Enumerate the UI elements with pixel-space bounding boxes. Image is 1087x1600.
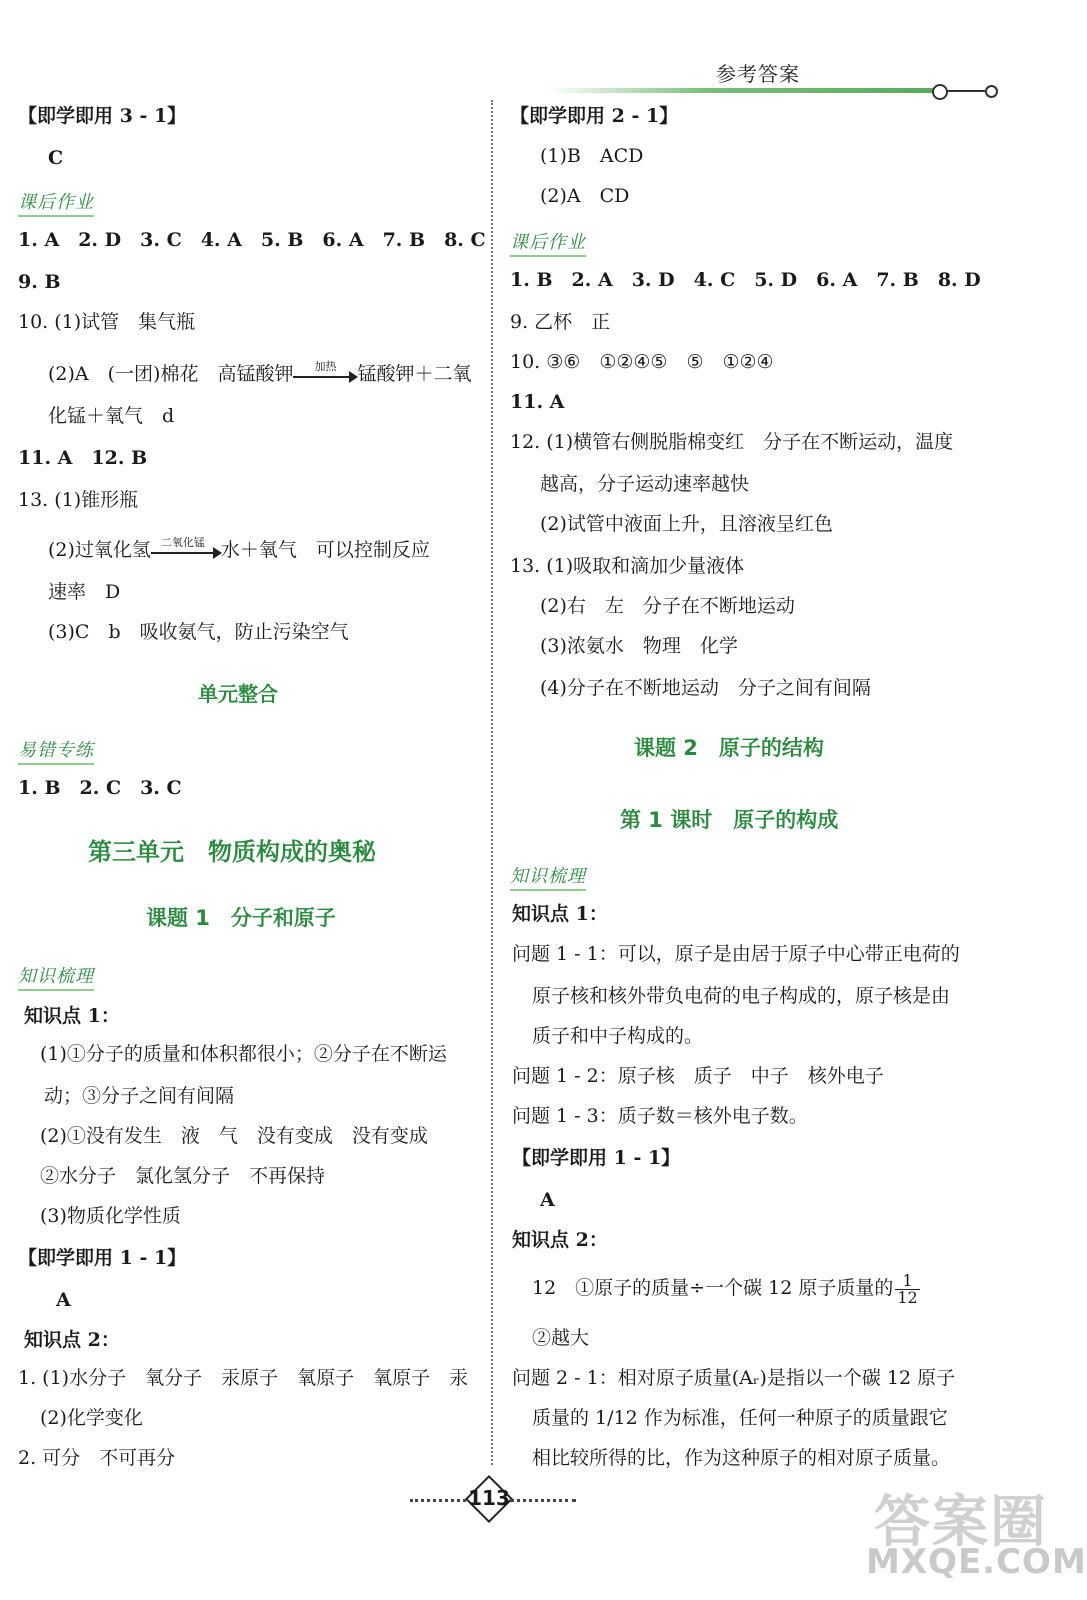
lesson-title: 课题 2 原子的结构 bbox=[634, 736, 824, 760]
answer-line: 1. (1)水分子 氧分子 汞原子 氧原子 氧原子 汞 bbox=[18, 1367, 469, 1389]
unit-summary-title: 单元整合 bbox=[198, 682, 278, 706]
answer-line: 动；③分子之间有间隔 bbox=[44, 1085, 235, 1107]
answer-line: 11. A bbox=[510, 391, 565, 413]
header-green-bar bbox=[548, 88, 938, 93]
answer-line: (4)分子在不断地运动 分子之间有间隔 bbox=[540, 677, 871, 699]
answer-line: 2. 可分 不可再分 bbox=[18, 1447, 176, 1469]
page-number bbox=[410, 1478, 580, 1522]
page-number-dots-left bbox=[410, 1499, 466, 1502]
watermark-url: MXQE.COM bbox=[866, 1542, 1087, 1582]
equation-line bbox=[48, 362, 471, 386]
answer-line: (2)A CD bbox=[540, 185, 630, 207]
answer-line: (2)右 左 分子在不断地运动 bbox=[540, 595, 795, 617]
answer-line: 问题 2 - 1：相对原子质量(Aᵣ)是指以一个碳 12 原子 bbox=[512, 1367, 956, 1389]
answer-line: 原子核和核外带负电荷的电子构成的，原子核是由 bbox=[532, 985, 951, 1007]
header-small-ring-icon bbox=[985, 85, 998, 98]
knowledge-point-label: 知识点 1： bbox=[512, 903, 608, 925]
page-number-dots-right bbox=[510, 1499, 576, 1502]
answer-line: (3)C b 吸收氨气，防止污染空气 bbox=[48, 621, 349, 643]
arrow-condition: 二氧化锰 bbox=[160, 536, 205, 549]
practice-label: 【即学即用 3 - 1】 bbox=[18, 105, 187, 127]
answer-line-fraction bbox=[532, 1270, 920, 1306]
answer-line: 13. (1)吸取和滴加少量液体 bbox=[510, 555, 745, 577]
arrow-condition: 加热 bbox=[314, 360, 337, 373]
reaction-arrow-icon bbox=[293, 360, 357, 385]
section-heading-homework: 课后作业 bbox=[18, 188, 94, 217]
knowledge-point-label: 知识点 2： bbox=[24, 1329, 120, 1351]
answer-line: 问题 1 - 2：原子核 质子 中子 核外电子 bbox=[512, 1065, 884, 1087]
answer-line: (2)①没有发生 液 气 没有变成 没有变成 bbox=[40, 1125, 428, 1147]
unit-title: 第三单元 物质构成的奥秘 bbox=[88, 838, 376, 866]
answer-line: 质量的 1/12 作为标准，任何一种原子的质量跟它 bbox=[532, 1407, 948, 1429]
answer-line: 问题 1 - 3：质子数＝核外电子数。 bbox=[512, 1105, 808, 1127]
answer-line: 9. B bbox=[18, 271, 61, 293]
answer-line: 1. B 2. A 3. D 4. C 5. D 6. A 7. B 8. D bbox=[510, 269, 981, 291]
answer-line: 10. ③⑥ ①②④⑤ ⑤ ①②④ bbox=[510, 351, 774, 373]
watermark-logo: 答案圈 bbox=[874, 1490, 1048, 1555]
practice-label: 【即学即用 1 - 1】 bbox=[18, 1247, 187, 1269]
answer-line: 1. A 2. D 3. C 4. A 5. B 6. A 7. B 8. C bbox=[18, 229, 486, 251]
fraction bbox=[895, 1270, 919, 1307]
answer-line: 质子和中子构成的。 bbox=[532, 1025, 704, 1047]
answer-line: C bbox=[48, 147, 64, 169]
page-number-text: 113 bbox=[468, 1486, 510, 1510]
equation-product: 锰酸钾＋二氧 bbox=[357, 363, 472, 385]
answer-line: 11. A 12. B bbox=[18, 447, 148, 469]
answer-line: ②水分子 氯化氢分子 不再保持 bbox=[40, 1165, 326, 1187]
reaction-arrow-icon bbox=[151, 536, 221, 561]
header-ring-icon bbox=[932, 84, 948, 100]
answer-line: (1)①分子的质量和体积都很小；②分子在不断运 bbox=[40, 1043, 447, 1065]
answer-line: 化锰＋氧气 d bbox=[48, 405, 175, 427]
header-title: 参考答案 bbox=[716, 62, 800, 86]
section-heading-knowledge: 知识梳理 bbox=[510, 862, 586, 891]
answer-line: 9. 乙杯 正 bbox=[510, 311, 611, 333]
practice-label: 【即学即用 1 - 1】 bbox=[512, 1147, 681, 1169]
answer-line: 越高，分子运动速率越快 bbox=[540, 473, 750, 495]
answer-line: (1)B ACD bbox=[540, 145, 644, 167]
watermark bbox=[866, 1478, 1087, 1588]
header-line bbox=[947, 90, 985, 92]
knowledge-point-label: 知识点 1： bbox=[24, 1005, 120, 1027]
answer-line: (3)物质化学性质 bbox=[40, 1205, 181, 1227]
answer-line: ②越大 bbox=[532, 1327, 590, 1349]
answer-line: (2)化学变化 bbox=[40, 1407, 143, 1429]
answer-line: 速率 D bbox=[48, 581, 121, 603]
equation-reactant: (2)A (一团)棉花 高锰酸钾 bbox=[48, 363, 294, 385]
answer-line: 10. (1)试管 集气瓶 bbox=[18, 311, 196, 333]
answer-line: (2)试管中液面上升，且溶液呈红色 bbox=[540, 513, 833, 535]
equation-line bbox=[48, 538, 430, 562]
section-heading-knowledge: 知识梳理 bbox=[18, 962, 94, 991]
answer-line: A bbox=[56, 1289, 71, 1311]
equation-reactant: (2)过氧化氢 bbox=[48, 539, 151, 561]
practice-label: 【即学即用 2 - 1】 bbox=[510, 105, 679, 127]
knowledge-point-label: 知识点 2： bbox=[512, 1229, 608, 1251]
answer-line: (3)浓氨水 物理 化学 bbox=[540, 635, 738, 657]
answer-line: 1. B 2. C 3. C bbox=[18, 777, 182, 799]
equation-product: 水＋氧气 可以控制反应 bbox=[220, 539, 430, 561]
answer-line: 问题 1 - 1：可以，原子是由居于原子中心带正电荷的 bbox=[512, 943, 960, 965]
lesson-title: 课题 1 分子和原子 bbox=[146, 906, 336, 930]
answer-line: A bbox=[540, 1189, 555, 1211]
answer-line: 13. (1)锥形瓶 bbox=[18, 489, 139, 511]
page-header bbox=[548, 52, 998, 102]
section-heading-errors: 易错专练 bbox=[18, 736, 94, 765]
fraction-numerator: 1 bbox=[895, 1273, 919, 1290]
period-title: 第 1 课时 原子的构成 bbox=[620, 808, 839, 832]
fraction-denominator: 12 bbox=[897, 1287, 918, 1307]
column-divider bbox=[491, 100, 493, 1465]
answer-line: 相比较所得的比，作为这种原子的相对原子质量。 bbox=[532, 1447, 951, 1469]
answer-text: 12 ①原子的质量÷一个碳 12 原子质量的 bbox=[532, 1277, 894, 1299]
section-heading-homework: 课后作业 bbox=[510, 228, 586, 257]
answer-line: 12. (1)横管右侧脱脂棉变红 分子在不断运动，温度 bbox=[510, 431, 954, 453]
